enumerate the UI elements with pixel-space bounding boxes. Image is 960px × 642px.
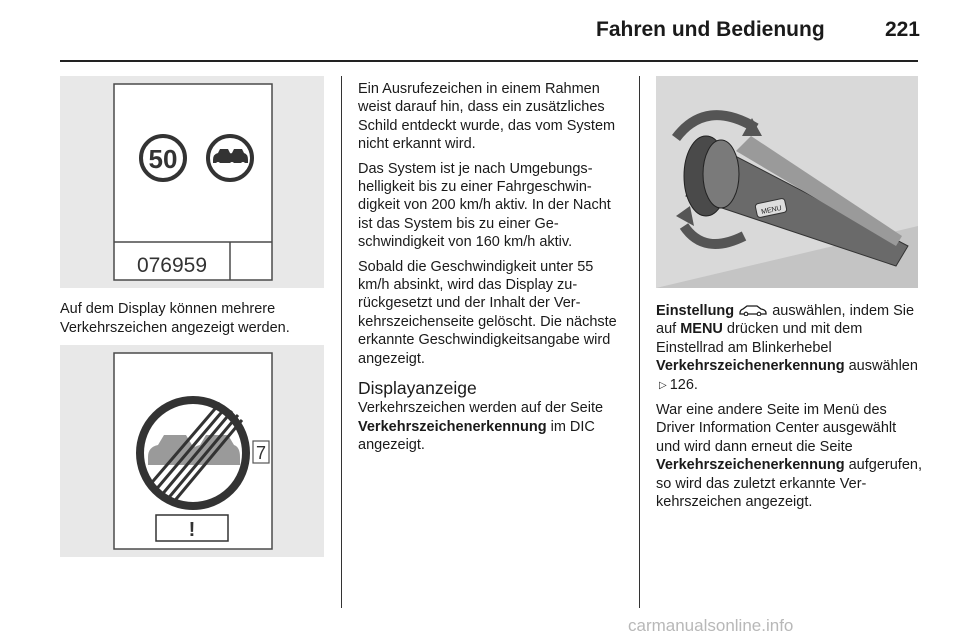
menu-term: Verkehrszeichenerkennung [656, 457, 845, 474]
speed-limit-value: 50 [148, 144, 178, 174]
section-heading: Displayanzeige [358, 378, 477, 399]
triangle-right-icon: ▷ [659, 379, 667, 391]
header-title: Fahren und Bedienung [596, 18, 825, 41]
menu-term: Verkehrszeichenerkennung [656, 358, 845, 375]
figure-caption: Auf dem Display können mehrere Verkehrszeichen angezeigt werden. [60, 301, 290, 336]
lever-illustration [656, 76, 918, 288]
figure-end-no-overtaking [60, 345, 324, 557]
menu-button-term: MENU [680, 321, 723, 338]
page-reference[interactable]: 126. [669, 376, 698, 393]
column-2 [358, 80, 624, 460]
menu-term: Verkehrszeichenerkennung [358, 418, 547, 435]
header-rule [60, 60, 918, 62]
additional-sign-mark: ! [188, 519, 196, 541]
paragraph: Sobald die Geschwindigkeit unter 55 km/h absinkt, wird das Display zurückgesetzt und der Inhalt der Verkehrszeichenseite gelöscht. Die nächste erkannte Geschwindigkeitsangabe wird angezeigt. [358, 258, 617, 367]
paragraph: Verkehrszeichen werden auf der Seite Verkehrszeichenerkennung im DIC angezeigt. [358, 400, 604, 453]
paragraph: Einstellung auswählen, indem Sie auf MENU drücken und mit dem Einstellrad am Blinkerhebel Verkehrszeichenerkennung auswählen ▷ 126. [656, 302, 922, 395]
no-overtaking-sign [208, 136, 252, 180]
column-divider [639, 76, 640, 608]
sign-number: 076959 [136, 254, 208, 277]
car-icon [738, 304, 768, 316]
figure-display-signs [60, 76, 324, 288]
page-number: 221 [884, 18, 920, 41]
side-number: 7 [255, 443, 267, 463]
watermark: carmanualsonline.info [628, 616, 794, 635]
display-illustration [60, 76, 324, 288]
column-3 [656, 302, 922, 517]
end-no-overtaking-illustration [60, 345, 324, 557]
figure-turn-signal-lever [656, 76, 918, 288]
paragraph: War eine andere Seite im Menü des Driver Information Center ausgewählt und wird dann erneut die Seite Verkehrszeichenerkennung aufgerufen, so wird das zuletzt erkannte Verkehrszeichen angezeigt. [656, 402, 922, 511]
menu-term: Einstellung [656, 303, 735, 319]
end-of-no-overtaking-sign [140, 400, 246, 506]
column-divider [341, 76, 342, 608]
lever-menu-button-label: MENU [760, 204, 783, 217]
paragraph: Das System ist je nach Umgebungshelligkeit bis zu einer Fahrgeschwindigkeit von 200 km/h aktiv. In der Nacht ist das System bis zu einer Geschwindigkeit von 160 km/h aktiv. [358, 160, 611, 251]
speed-limit-sign [141, 136, 185, 180]
paragraph: Ein Ausrufezeichen in einem Rahmen weist darauf hin, dass ein zusätzliches Schild entdeckt wurde, das vom System nicht erkannt wird. [358, 81, 616, 153]
